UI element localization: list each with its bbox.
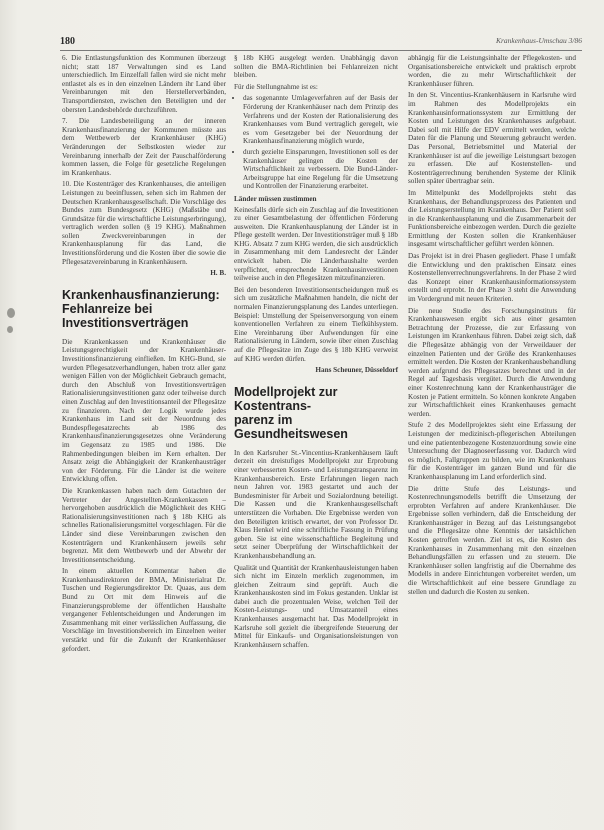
bullet-list xyxy=(234,94,398,191)
paragraph: Qualität und Quantität der Krankenhausleistungen haben sich nicht im Einzeln merklich zugenommen, im gleichen Zeitraum sind geprüft. Auch die Krankenhauskosten sind im Fokus gestanden. Unklar ist dabei auch die prozentualen Weise, welchen Teil der Kosten-Leistungs- und Umsatzanteil eines Krankenhauses ausgemacht hat. Das Modellprojekt in Karlsruhe soll gezielt die übergreifende Steuerung der Mittel für Einkaufs- und Organisationsleistungen von Krankenhäusern schaffen. xyxy=(234,563,398,649)
page-number: 180 xyxy=(60,36,75,47)
column-middle xyxy=(234,54,398,652)
subheading: Länder müssen zustimmen xyxy=(234,194,317,203)
paragraph: 7. Die Landesbeteiligung an der inneren Krankenhausfinanzierung der Kommunen müsste aus dem Wettbewerb der Krankenhäuser (KHG) Veränderungen der Selbstkosten wieder zur Vereinbarung innerhalb der Zeit der Pauschalförderung kommen lassen, die Folge für gesetzliche Regelungen im Krankenhaus. xyxy=(62,117,226,177)
author-signature: Hans Scheuner, Düsseldorf xyxy=(315,366,398,375)
column-left xyxy=(62,54,226,656)
headline-line: Modellprojekt zur Kostentrans- xyxy=(234,384,338,413)
bullet-item: • das sogenannte Umlageverfahren auf der Basis der Förderung der Krankenhäuser nach dem Prinzip des Verfahrens und der Kosten der Rationalisierung des Krankenhauses vom Bund vertraglich geregelt, wie es vom Gesetzgeber bei der Neuordnung der Krankenhausfinanzierung möglich wurde, xyxy=(243,94,398,146)
paragraph: Bei den besonderen Investitionsentscheidungen muß es sich um zusätzliche Maßnahmen handeln, die nicht der normalen Finanzierungsplanung des Landes unterliegen. Beispiel: Umstellung der Speisenversorgung von einem konventionellen Verfahren zu einem Tiefkühlsystem. Eine Vereinbarung über Aufwendungen für eine Rationalisierung in Ländern, sowie über einen Zuschlag auf die Pflegesätze im Zuge des § 18b KHG verweist auf KHG werden dürfen. xyxy=(234,285,398,363)
paragraph: Die Krankenkassen haben nach dem Gutachten der Vertreter der Angestellten-Krankenkassen – hervorgehoben ausdrücklich die Möglichkeit des KHG Rationalisierungsinvestitionen nach § 18b KHG als schnelles Rationalisierungsmittel vorgeschlagen. Für die Länder sind diese Vereinbarungen zwischen den Kostenträgern und Krankenhäusern jeweils sehr begrenzt. Mit dem Wettbewerb und der Abwehr der Investitionsentscheidung. xyxy=(62,486,226,564)
paragraph: Die Krankenkassen und Krankenhäuser die Leistungsgerechtigkeit der Krankenhäuser-Investitionsfinanzierung einfließen. Im KHG-Bund, sie wurden Pflegesatzverhandlungen, haben trotz aller ganz wenigen Fällen von der Möglichkeit Gebrauch gemacht, durch den Abschluß von Investitionsverträgen Rationalisierungsinvestitionen ganz oder teilweise durch einen Zuschlag auf den Investitionsanteil der Pflegesätze zu finanzieren. Nach der Logik wurde jedes Krankenhaus im Land seit der Neuordnung des Bundespflegesatzrechts ab 1986 des Krankenhausfinanzierungsgesetzes ohne Veränderung im Gegensatz zu 1985 und 1986. Die Rahmenbedingungen bleiben im Kern erhalten. Der Ansatz zeigt die Abhängigkeit der Krankenhausträger von der Förderung. Für die Länder ist die weitere Entwicklung offen. xyxy=(62,337,226,484)
paragraph: 6. Die Entlastungsfunktion des Kommunen überzeugt nicht; statt 187 Verwaltungen sind es Land unterschiedlich. Im Einzelfall fallen wird sie nicht mehr entlastet als es in den einzelnen Ländern ihr Land über Vereinbarungen mit den Herstellerverbänden, Transportdiensten, zwischen den Beteiligten und der obersten Landesbehörde durchzuführen. xyxy=(62,54,226,114)
author-initials: H. B. xyxy=(210,269,226,278)
paragraph: Stufe 2 des Modellprojektes sieht eine Erfassung der Leistungen der medizinisch-pflegerischen Abteilungen und eine patientenbezogene Kostenzuordnung sowie eine Untersuchung der Diagnoseerfassung vor. Dadurch wird es möglich, Fallgruppen zu bilden, wie im Krankenhaus für die Kostenträger im ganzen Bund und für die Krankenhausplanung im Land erforderlich sind. xyxy=(408,421,576,481)
paragraph: Die neue Studie des Forschungsinstituts für Krankenhauswesen ergibt sich aus einer gesamten Betrachtung der Prozesse, die zur Erfassung von Leistungen im Krankenhaus führen. Dabei zeigt sich, daß die Pflegesätze abhängig von der Verweildauer der einzelnen Patienten und der Größe des Krankenhauses ermittelt werden. Die Kosten der Krankenhausbehandlung werden aufgrund des Pflegesatzes berechnet und in der Regel auf Tagesbasis vergütet. Durch die Anwendung einer Kostenrechnung kann der Krankenhausträger die Kosten je Patient ermitteln. So können konkrete Angaben zur Wirtschaftlichkeit eines Krankenhauses gemacht werden. xyxy=(408,306,576,418)
paragraph: § 18b KHG ausgelegt werden. Unabhängig davon sollten die BMA-Richtlinien bei Fehlanreizen nicht bleiben. xyxy=(234,54,398,80)
journal-title: Krankenhaus-Umschau 3/86 xyxy=(495,36,582,45)
paragraph: Die dritte Stufe des Leistungs- und Kostenrechnungsmodells betrifft die Umsetzung der erprobten Verfahren auf andere Krankenhäuser. Die Ergebnisse sollen verhindern, daß die Entscheidung der Krankenhausträger in Bezug auf das Leistungsangebot und die Pflegesätze ohne Kenntnis der tatsächlichen Kosten getroffen werden. Ziel ist es, die Kosten des Krankenhauses in Zusammenhang mit den einzelnen Behandlungsfällen zu erfassen und zu steuern. Die Krankenhäuser sollen langfristig auf die Übernahme des Modells in andere Einrichtungen vorbereitet werden, um die Wirtschaftlichkeit auf eine bessere Grundlage zu stellen und dadurch die Kosten zu senken. xyxy=(408,484,576,596)
paragraph: Keinesfalls dürfe sich ein Zuschlag auf die Investitionen zu einer Gesamtbelastung der öffentlichen Förderung ausweiten. Die Krankenhausplanung der Länder ist in Pflege gestellt werden. Der Investitionsträger muß § 18b KHG. Absatz 7 zum KHG werden, die sich ausdrücklich in Zusammenhang mit dem Landesrecht der Länder entwickelt haben. Die Länderhaushalte werden verpflichtet, entsprechende Krankenhausinvestitionen teilweise auch in den Pflegesätzen mitzufinanzieren. xyxy=(234,205,398,283)
running-header xyxy=(60,36,582,50)
paragraph: In den Karlsruher St.-Vincentius-Krankenhäusern läuft derzeit ein dreistufiges Modellprojekt zur Erprobung einer verbesserten Kosten- und Leistungstransparenz im Krankenhausbereich. Erste Erfahrungen liegen nach neun Jahren vor. 1983 gestartet und auch der Bundesminister für Arbeit und Sozialordnung beteiligt. Die Kassen und die Krankenhausgesellschaft unterstützen die Vorhaben. Die Ergebnisse werden von den Beteiligten kritisch erwartet, der von Professor Dr. Klaus Henkel wird eine schriftliche Fassung in Prüfung geben. Sie ist eine wissenschaftliche Begleitung und setzt seiner Überprüfung der Wirtschaftlichkeit der Krankenhausbehandlung an. xyxy=(234,448,398,560)
headline-line: parenz im Gesundheitswesen xyxy=(234,412,348,441)
paragraph: Im Mittelpunkt des Modellprojekts steht das Krankenhaus, der Behandlungsprozess des Patienten und die Leistungserstellung im Krankenhaus. Der Patient soll in die Krankenhausplanung und die Zusammenarbeit der Funktionsbereiche einbezogen werden. Durch die gezielte Ermittlung der Kosten sollen die Krankenhäuser insgesamt wirtschaftlicher geführt werden können. xyxy=(408,188,576,249)
paragraph: 10. Die Kostenträger des Krankenhauses, die anteiligen Leistungen zu beeinflussen, sehen sich im Rahmen der Deutschen Krankenhausgesellschaft. Die Vorschläge des Bundes zum Bundesgesetz (KHG) (Maßstäbe und Grundsätze für die wirtschaftliche Leistungserbringung), vertraglich werden sollen (§ 19 KHG). Maßnahmen sollen Zweckvereinbarungen in der Krankenhausplanung für das Land, die Investitionsförderung und die Kosten über die sowie die Pflegesatzvereinbarung in Krankenhäusern. xyxy=(62,180,226,266)
column-right xyxy=(408,54,576,599)
bullet-item: • durch gezielte Einsparungen, Investitionen soll es der Krankenhäuser gelingen die Kosten der Wirtschaftlichkeit zu verbessern. Die Bund-Länder-Arbeitsgruppe hat eine Regelung für die Umsetzung und Kontrollen der Finanzierung erarbeitet. xyxy=(243,148,398,191)
article-headline xyxy=(62,288,226,330)
headline-line: Investitionsverträgen xyxy=(62,315,189,330)
paragraph: abhängig für die Leistungsinhalte der Pflegekosten- und Organisationsbereiche entwickelt und praktisch erprobt worden, die zu mehr Wirtschaftlichkeit der Krankenhäuser führen. xyxy=(408,54,576,88)
article-headline xyxy=(234,385,398,441)
headline-line: Krankenhausfinanzierung: xyxy=(62,287,220,302)
paragraph: Für die Stellungnahme ist es: xyxy=(234,82,318,91)
paragraph: Das Projekt ist in drei Phasen gegliedert. Phase I umfaßt die Entwicklung und den praktischen Einsatz eines Kostenstellenverrechnungsverfahrens. In der Phase 2 wird das Konzept einer Krankenhausinformationssystem erstellt und erprobt. In der Phase 3 steht die Anwendung im Vordergrund mit neuen Kriterien. xyxy=(408,252,576,304)
paragraph: In einem aktuellen Kommentar haben die Krankenhausdirektoren der BMA, Ministerialrat Dr. Tuschen und Regierungsdirektor Dr. Quaas, aus dem Bund zu Ort mit dem Hinweis auf die Finanzierungsprobleme der öffentlichen Haushalte vergangener Fehlentscheidungen und Änderungen im Zusammenhang mit einer verlässlichen Auffassung, die Vorschläge im Investitionsbereich im Einzelnen weiter verstärkt und für die Zukunft der Krankenhäuser gefordert. xyxy=(62,567,226,653)
headline-line: Fehlanreize bei xyxy=(62,301,153,316)
header-rule xyxy=(60,50,582,51)
paragraph: In den St. Vincentius-Krankenhäusern in Karlsruhe wird im Rahmen des Modellprojekts ein Krankenhausinformationssystem zur Ermittlung der Kosten und Leistungen des Krankenhauses aufgebaut. Dabei soll mit Hilfe der EDV ermittelt werden, welche Daten für die Planung und Steuerung gebraucht werden. Das Personal, Betriebsmittel und Material der Krankenhäuser ist auf die jeweilige Leistungsart bezogen zu erfassen. Die auf Kostenstellen- und Kostenträgerrechnung beruhenden Systeme der Klinik sollen später übertragbar sein. xyxy=(408,91,576,186)
binding-hole-mark xyxy=(7,326,13,333)
binding-hole-mark xyxy=(7,308,15,318)
